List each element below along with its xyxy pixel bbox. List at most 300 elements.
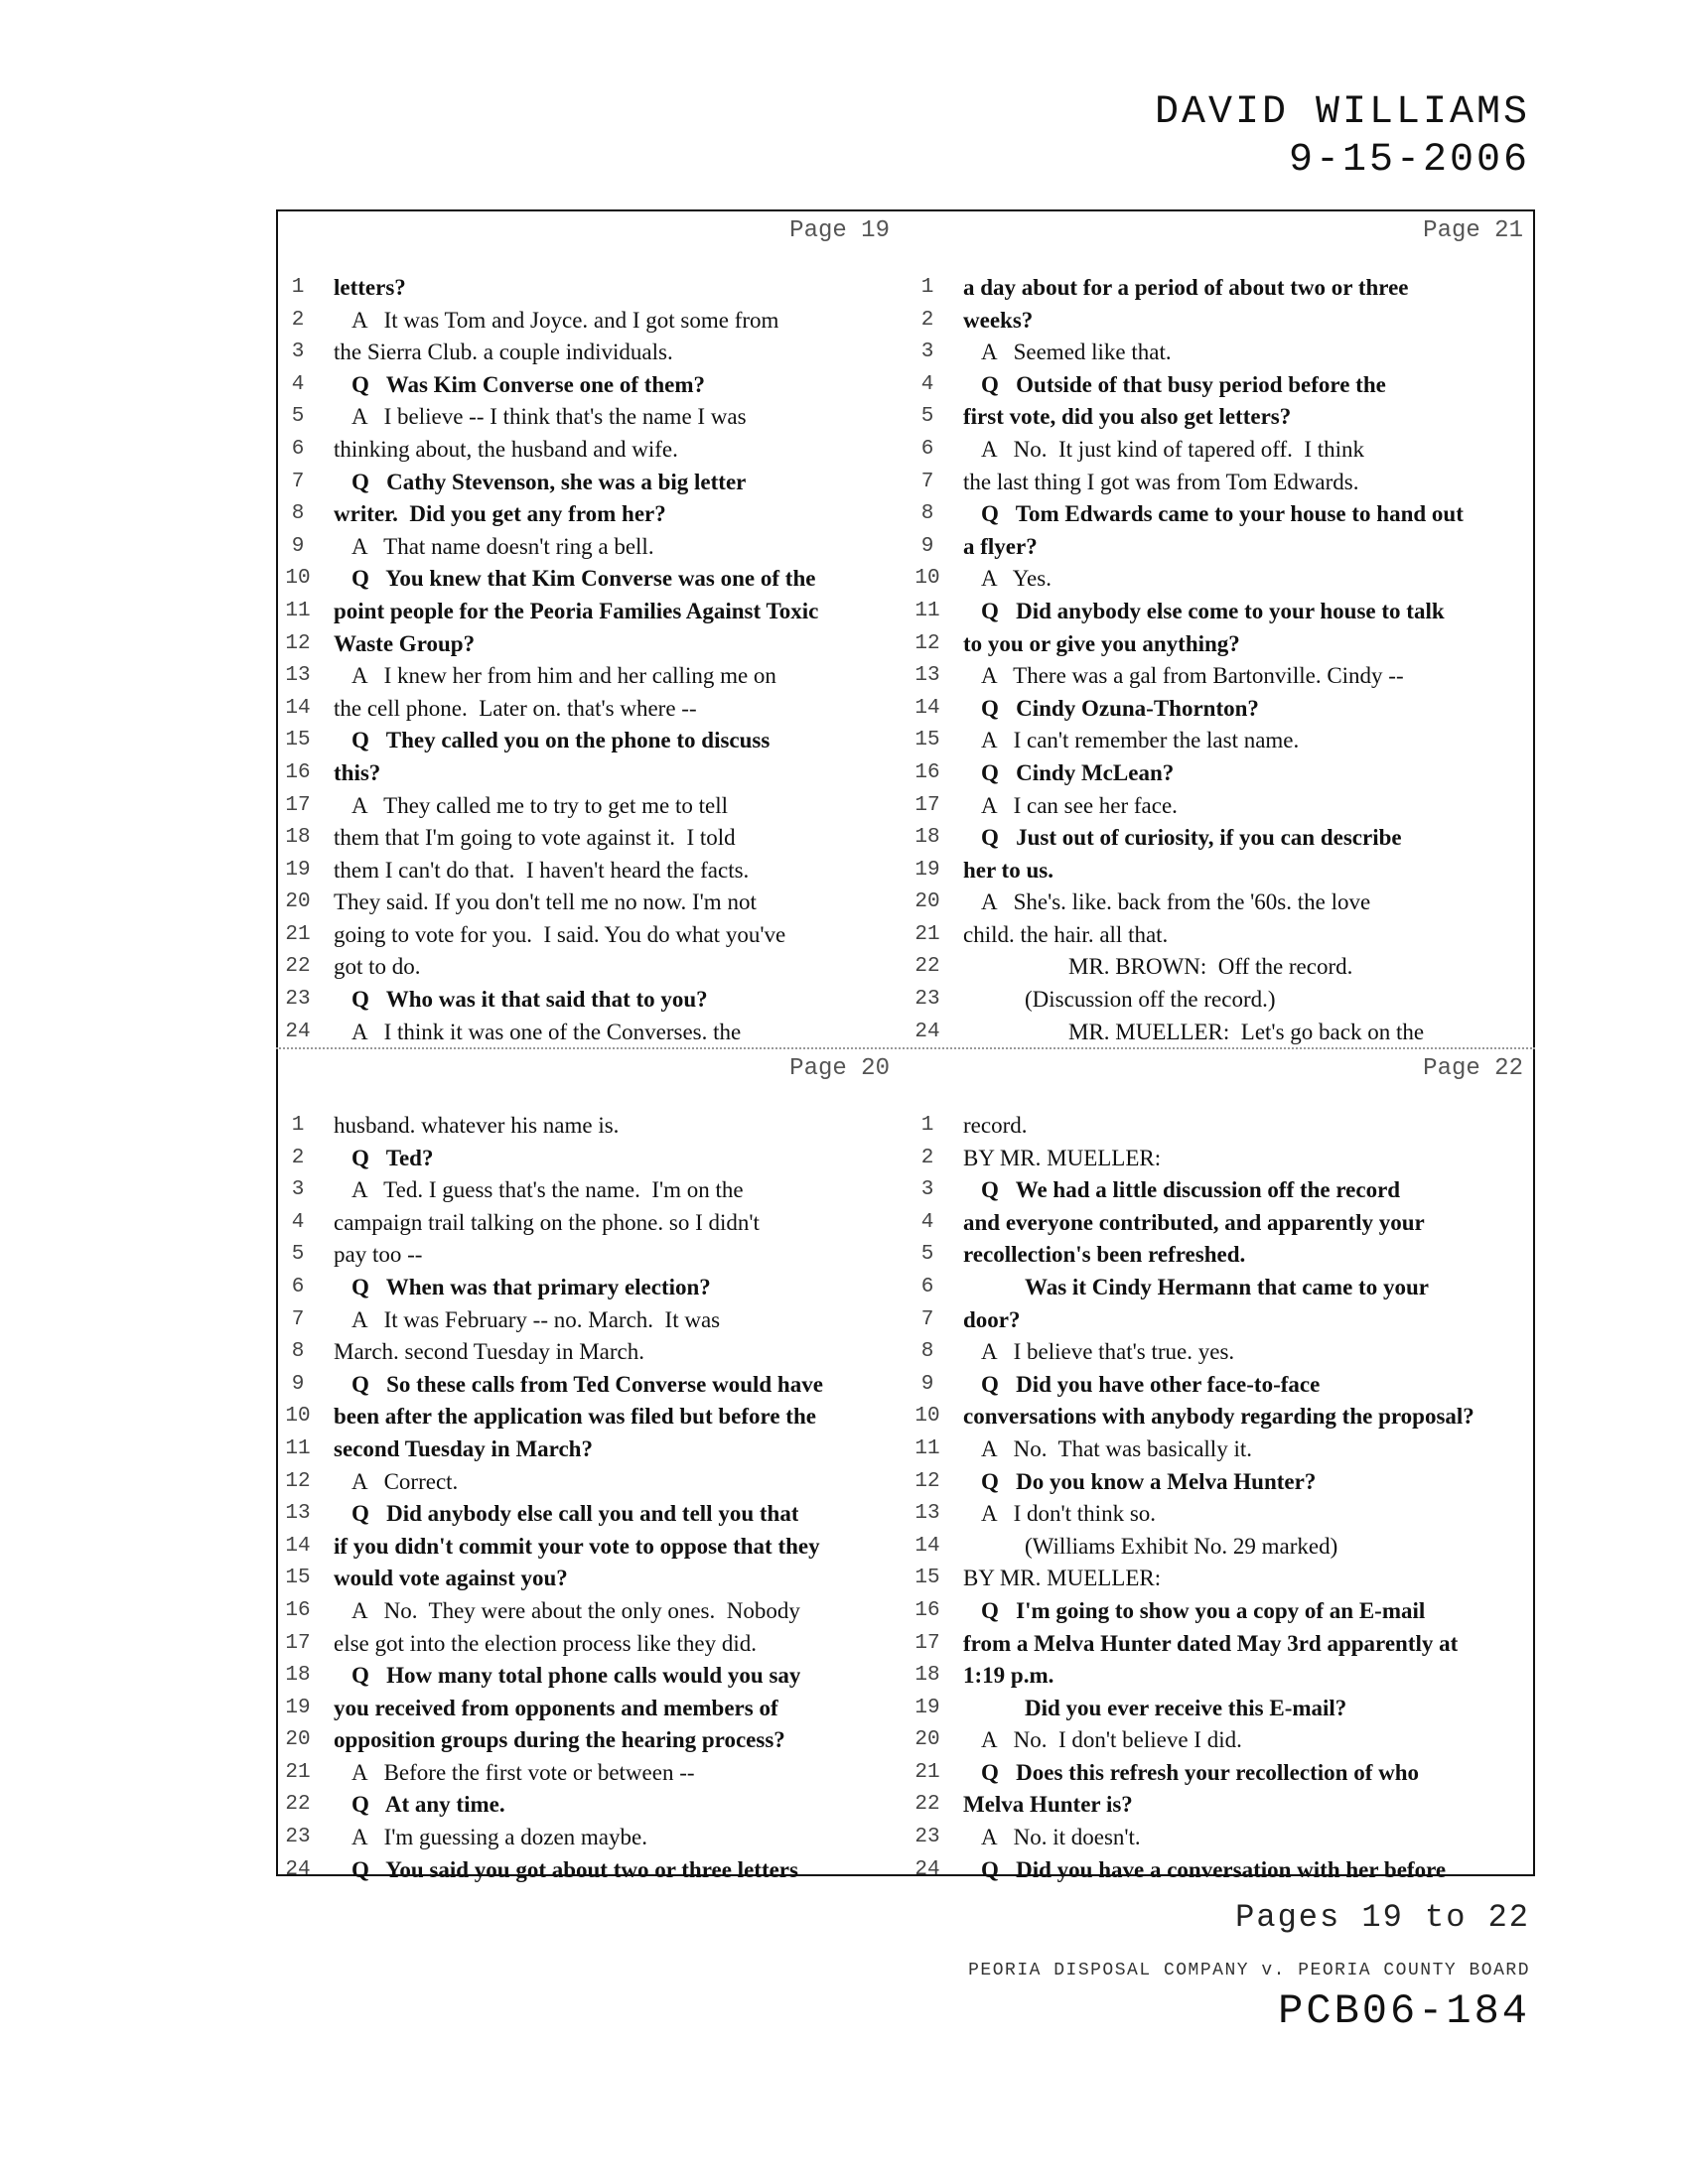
case-number: PCB06-184 [1278, 1987, 1530, 2035]
line-text: them I can't do that. I haven't heard the facts. [334, 857, 750, 883]
line-text: child. the hair. all that. [963, 921, 1169, 947]
transcript-line [278, 369, 900, 402]
line-text: a flyer? [963, 533, 1038, 559]
line-number: 9 [920, 534, 934, 558]
line-number: 6 [920, 1275, 934, 1298]
line-text: A There was a gal from Bartonville. Cindy -- [981, 663, 1404, 689]
transcript-line [908, 855, 1533, 887]
line-text: a day about for a period of about two or three [963, 275, 1409, 300]
line-text: They said. If you don't tell me no now. I'm not [334, 889, 757, 915]
line-number: 8 [291, 1340, 305, 1364]
transcript-line [908, 1724, 1533, 1757]
transcript-line [908, 1563, 1533, 1595]
transcript-line [278, 984, 900, 1017]
line-text: A I'm guessing a dozen maybe. [351, 1825, 647, 1850]
transcript-line [908, 1466, 1533, 1499]
line-number: 13 [914, 664, 940, 688]
transcript-line [908, 693, 1533, 726]
transcript-line [278, 1693, 900, 1725]
line-text: Did you ever receive this E-mail? [1025, 1695, 1347, 1720]
page-21-quadrant [908, 211, 1533, 1048]
deposition-date: 9-15-2006 [1288, 138, 1530, 183]
line-number: 9 [920, 1372, 934, 1396]
line-number: 22 [914, 955, 940, 979]
transcript-line [278, 434, 900, 467]
line-text: A Seemed like that. [981, 340, 1172, 365]
transcript-line [278, 1401, 900, 1433]
line-text: A No. They were about the only ones. Nobody [351, 1597, 800, 1623]
transcript-line [908, 1272, 1533, 1304]
line-number: 11 [914, 599, 940, 622]
line-number: 4 [291, 372, 305, 396]
line-text: A Ted. I guess that's the name. I'm on the [351, 1177, 744, 1203]
line-number: 3 [920, 341, 934, 364]
line-number: 17 [285, 1631, 311, 1655]
transcript-line [908, 790, 1533, 823]
line-number: 24 [285, 1020, 311, 1043]
line-number: 16 [285, 1598, 311, 1622]
transcript-line [278, 660, 900, 693]
transcript-line [908, 401, 1533, 434]
line-text: A No. That was basically it. [981, 1435, 1252, 1461]
transcript-line [278, 563, 900, 596]
transcript-line [278, 1017, 900, 1049]
page-22-quadrant [908, 1049, 1533, 1886]
line-number: 2 [291, 308, 305, 332]
line-text: campaign trail talking on the phone. so I didn't [334, 1209, 760, 1235]
transcript-line [278, 822, 900, 855]
line-number: 24 [914, 1857, 940, 1881]
line-text: weeks? [963, 307, 1034, 333]
line-text: Q So these calls from Ted Converse would have [351, 1371, 823, 1397]
transcript-line [278, 1174, 900, 1207]
line-number: 21 [914, 1760, 940, 1784]
line-text: this? [334, 759, 381, 785]
page-19-label: Page 19 [789, 217, 890, 244]
line-text: door? [963, 1306, 1021, 1332]
line-number: 15 [285, 1567, 311, 1590]
page-20-lines [278, 1110, 900, 1886]
line-number: 9 [291, 1372, 305, 1396]
transcript-line [908, 1174, 1533, 1207]
line-text: thinking about, the husband and wife. [334, 436, 678, 462]
line-text: Q Who was it that said that to you? [351, 987, 708, 1013]
line-number: 1 [920, 1114, 934, 1137]
transcript-line [278, 401, 900, 434]
line-text: Q When was that primary election? [351, 1274, 711, 1299]
page-19-quadrant [278, 211, 900, 1048]
transcript-line [278, 1143, 900, 1175]
line-text: Q I'm going to show you a copy of an E-mail [981, 1597, 1426, 1623]
line-text: March. second Tuesday in March. [334, 1339, 645, 1365]
transcript-line [908, 467, 1533, 499]
line-number: 10 [285, 567, 311, 591]
line-text: going to vote for you. I said. You do what you've [334, 921, 786, 947]
line-number: 6 [920, 437, 934, 461]
transcript-line [278, 1304, 900, 1337]
line-text: A It was Tom and Joyce. and I got some from [351, 307, 779, 333]
line-text: MR. MUELLER: Let's go back on the [1068, 1019, 1425, 1044]
transcript-line [278, 1369, 900, 1402]
line-text: first vote, did you also get letters? [963, 404, 1292, 430]
transcript-line [908, 887, 1533, 919]
transcript-line [278, 1789, 900, 1822]
line-number: 3 [291, 341, 305, 364]
transcript-line [908, 1822, 1533, 1854]
line-number: 2 [291, 1146, 305, 1169]
line-text: from a Melva Hunter dated May 3rd apparently at [963, 1630, 1459, 1656]
page-20-label: Page 20 [789, 1055, 890, 1082]
line-text: point people for the Peoria Families Against Toxic [334, 598, 819, 623]
line-text: Q Ted? [351, 1145, 434, 1170]
transcript-line [278, 725, 900, 757]
line-text: A They called me to try to get me to tell [351, 792, 728, 818]
transcript-line [278, 596, 900, 628]
line-text: to you or give you anything? [963, 630, 1240, 656]
line-text: Q Did anybody else call you and tell you that [351, 1501, 799, 1527]
transcript-line [278, 1822, 900, 1854]
transcript-line [278, 951, 900, 984]
line-number: 22 [285, 1793, 311, 1817]
line-text: her to us. [963, 857, 1053, 883]
line-number: 16 [914, 1598, 940, 1622]
line-number: 15 [914, 1567, 940, 1590]
line-number: 8 [920, 1340, 934, 1364]
transcript-line [278, 1110, 900, 1143]
line-text: would vote against you? [334, 1566, 568, 1591]
line-text: 1:19 p.m. [963, 1663, 1054, 1689]
line-number: 17 [285, 793, 311, 817]
line-text: them that I'm going to vote against it. I told [334, 825, 736, 851]
transcript-line [908, 1498, 1533, 1531]
transcript-line [908, 1757, 1533, 1790]
line-number: 8 [920, 502, 934, 526]
transcript-line [908, 1789, 1533, 1822]
line-text: Q Outside of that busy period before the [981, 371, 1386, 397]
line-text: Q They called you on the phone to discuss [351, 728, 771, 753]
line-number: 14 [285, 1534, 311, 1558]
transcript-line [908, 951, 1533, 984]
line-text: Q Was Kim Converse one of them? [351, 371, 706, 397]
transcript-line [278, 1433, 900, 1466]
line-number: 6 [291, 437, 305, 461]
line-text: second Tuesday in March? [334, 1435, 593, 1461]
line-number: 1 [920, 276, 934, 299]
line-text: A Yes. [981, 566, 1052, 592]
line-text: A Correct. [351, 1468, 459, 1494]
line-text: BY MR. MUELLER: [963, 1566, 1162, 1591]
transcript-line [908, 369, 1533, 402]
transcript-line [908, 1304, 1533, 1337]
line-number: 9 [291, 534, 305, 558]
line-text: the Sierra Club. a couple individuals. [334, 340, 673, 365]
line-text: Was it Cindy Hermann that came to your [1025, 1274, 1429, 1299]
line-number: 21 [914, 922, 940, 946]
line-number: 2 [920, 308, 934, 332]
line-text: A I don't think so. [981, 1501, 1157, 1527]
line-text: Q How many total phone calls would you say [351, 1663, 801, 1689]
line-number: 18 [285, 826, 311, 850]
transcript-line [908, 757, 1533, 790]
line-text: Q Cathy Stevenson, she was a big letter [351, 469, 747, 494]
transcript-line [278, 1563, 900, 1595]
transcript-line [908, 725, 1533, 757]
line-text: husband. whatever his name is. [334, 1113, 620, 1138]
line-number: 20 [914, 890, 940, 914]
line-number: 4 [920, 1210, 934, 1234]
line-text: Q Did you have other face-to-face [981, 1371, 1321, 1397]
transcript-line [908, 1207, 1533, 1240]
transcript-line [908, 1017, 1533, 1049]
line-number: 15 [285, 729, 311, 752]
transcript-line [908, 822, 1533, 855]
line-text: pay too -- [334, 1242, 423, 1268]
page-21-lines [908, 272, 1533, 1048]
transcript-line [908, 1854, 1533, 1887]
transcript-line [278, 1628, 900, 1661]
line-number: 7 [291, 470, 305, 493]
line-number: 1 [291, 1114, 305, 1137]
pages-range: Pages 19 to 22 [1235, 1899, 1530, 1936]
transcript-line [908, 498, 1533, 531]
page-19-lines [278, 272, 900, 1048]
page-22-label: Page 22 [1423, 1055, 1523, 1082]
line-number: 18 [285, 1664, 311, 1688]
line-number: 22 [914, 1793, 940, 1817]
line-number: 10 [914, 1405, 940, 1429]
line-number: 23 [285, 988, 311, 1012]
page-21-label: Page 21 [1423, 217, 1523, 244]
line-number: 19 [285, 1696, 311, 1719]
line-number: 13 [285, 1502, 311, 1526]
line-text: Q Do you know a Melva Hunter? [981, 1468, 1317, 1494]
line-text: (Discussion off the record.) [1025, 987, 1276, 1013]
transcript-line [278, 1272, 900, 1304]
line-text: and everyone contributed, and apparently your [963, 1209, 1425, 1235]
line-number: 21 [285, 922, 311, 946]
transcript-line [908, 1143, 1533, 1175]
line-text: A I believe that's true. yes. [981, 1339, 1235, 1365]
line-number: 23 [285, 1826, 311, 1849]
transcript-line [908, 1433, 1533, 1466]
line-text: Q Cindy Ozuna-Thornton? [981, 695, 1259, 721]
transcript-line [278, 1207, 900, 1240]
line-text: A I think it was one of the Converses. the [351, 1019, 742, 1044]
transcript-line [278, 919, 900, 952]
transcript-line [908, 1660, 1533, 1693]
transcript-line [908, 531, 1533, 564]
transcript-line [278, 1466, 900, 1499]
transcript-line [908, 434, 1533, 467]
line-text: MR. BROWN: Off the record. [1068, 954, 1353, 980]
line-number: 7 [291, 1307, 305, 1331]
line-text: Q Tom Edwards came to your house to hand out [981, 501, 1464, 527]
line-text: A She's. like. back from the '60s. the love [981, 889, 1371, 915]
transcript-line [278, 1239, 900, 1272]
line-number: 7 [920, 470, 934, 493]
line-number: 14 [914, 696, 940, 720]
line-number: 13 [914, 1502, 940, 1526]
line-number: 3 [920, 1178, 934, 1202]
transcript-line [278, 498, 900, 531]
line-number: 3 [291, 1178, 305, 1202]
line-text: conversations with anybody regarding the proposal? [963, 1404, 1474, 1430]
line-number: 6 [291, 1275, 305, 1298]
transcript-line [908, 1595, 1533, 1628]
line-text: A It was February -- no. March. It was [351, 1306, 721, 1332]
line-number: 11 [285, 599, 311, 622]
line-number: 4 [920, 372, 934, 396]
transcript-line [278, 1595, 900, 1628]
line-text: A I believe -- I think that's the name I was [351, 404, 747, 430]
transcript-line [908, 272, 1533, 305]
line-text: recollection's been refreshed. [963, 1242, 1246, 1268]
line-number: 23 [914, 988, 940, 1012]
transcript-line [908, 1110, 1533, 1143]
transcript-line [278, 337, 900, 369]
line-number: 11 [914, 1436, 940, 1460]
line-text: A That name doesn't ring a bell. [351, 533, 654, 559]
line-number: 11 [285, 1436, 311, 1460]
line-number: 14 [285, 696, 311, 720]
line-number: 20 [914, 1728, 940, 1752]
transcript-line [908, 1693, 1533, 1725]
line-text: Q Cindy McLean? [981, 759, 1175, 785]
transcript-line [278, 628, 900, 661]
transcript-line [908, 337, 1533, 369]
transcript-line [908, 919, 1533, 952]
line-number: 23 [914, 1826, 940, 1849]
line-number: 16 [285, 760, 311, 784]
line-text: been after the application was filed but before the [334, 1404, 816, 1430]
line-number: 10 [914, 567, 940, 591]
transcript-line [278, 1498, 900, 1531]
line-text: (Williams Exhibit No. 29 marked) [1025, 1533, 1338, 1559]
line-number: 24 [285, 1857, 311, 1881]
line-number: 17 [914, 793, 940, 817]
line-text: A I can see her face. [981, 792, 1178, 818]
transcript-line [908, 563, 1533, 596]
line-text: Q You knew that Kim Converse was one of the [351, 566, 816, 592]
line-text: A No. I don't believe I did. [981, 1727, 1242, 1753]
line-text: A Before the first vote or between -- [351, 1759, 695, 1785]
transcript-line [278, 1757, 900, 1790]
line-number: 12 [914, 1469, 940, 1493]
line-number: 12 [285, 1469, 311, 1493]
line-text: A No. it doesn't. [981, 1825, 1141, 1850]
line-text: A No. It just kind of tapered off. I think [981, 436, 1365, 462]
line-number: 12 [914, 631, 940, 655]
line-text: BY MR. MUELLER: [963, 1145, 1162, 1170]
line-number: 4 [291, 1210, 305, 1234]
line-text: Q At any time. [351, 1792, 505, 1818]
line-number: 16 [914, 760, 940, 784]
line-number: 5 [920, 405, 934, 429]
line-number: 17 [914, 1631, 940, 1655]
transcript-line [908, 1336, 1533, 1369]
line-number: 24 [914, 1020, 940, 1043]
line-text: writer. Did you get any from her? [334, 501, 666, 527]
line-text: the last thing I got was from Tom Edwards. [963, 469, 1359, 494]
line-text: record. [963, 1113, 1028, 1138]
transcript-line [908, 1628, 1533, 1661]
line-text: got to do. [334, 954, 421, 980]
line-number: 22 [285, 955, 311, 979]
transcript-line [278, 1854, 900, 1887]
line-number: 5 [291, 1243, 305, 1267]
line-text: A I can't remember the last name. [981, 728, 1300, 753]
line-number: 20 [285, 1728, 311, 1752]
line-text: Q Does this refresh your recollection of who [981, 1759, 1419, 1785]
line-number: 10 [285, 1405, 311, 1429]
transcript-line [278, 1724, 900, 1757]
transcript-line [908, 1239, 1533, 1272]
page-20-quadrant [278, 1049, 900, 1886]
line-text: the cell phone. Later on. that's where -- [334, 695, 697, 721]
transcript-line [278, 757, 900, 790]
line-text: Q You said you got about two or three letters [351, 1856, 798, 1882]
witness-name: DAVID WILLIAMS [1154, 90, 1530, 135]
line-number: 18 [914, 1664, 940, 1688]
line-number: 15 [914, 729, 940, 752]
transcript-line [908, 596, 1533, 628]
transcript-line [278, 887, 900, 919]
transcript-line [278, 1531, 900, 1564]
line-text: Melva Hunter is? [963, 1792, 1133, 1818]
line-number: 19 [914, 1696, 940, 1719]
line-text: Q Did you have a conversation with her before [981, 1856, 1447, 1882]
transcript-line [278, 305, 900, 338]
line-text: opposition groups during the hearing process? [334, 1727, 785, 1753]
transcript-line [278, 1660, 900, 1693]
transcript-line [278, 1336, 900, 1369]
line-text: A I knew her from him and her calling me on [351, 663, 776, 689]
line-number: 18 [914, 826, 940, 850]
line-text: if you didn't commit your vote to oppose that they [334, 1533, 820, 1559]
line-text: you received from opponents and members of [334, 1695, 778, 1720]
line-number: 5 [920, 1243, 934, 1267]
transcript-line [908, 660, 1533, 693]
line-number: 2 [920, 1146, 934, 1169]
transcript-line [278, 272, 900, 305]
transcript-line [908, 1531, 1533, 1564]
line-number: 7 [920, 1307, 934, 1331]
line-text: else got into the election process like they did. [334, 1630, 758, 1656]
page-22-lines [908, 1110, 1533, 1886]
transcript-line [908, 1369, 1533, 1402]
transcript-line [278, 693, 900, 726]
transcript-line [908, 305, 1533, 338]
transcript-line [908, 1401, 1533, 1433]
line-text: Q Did anybody else come to your house to talk [981, 598, 1445, 623]
line-number: 12 [285, 631, 311, 655]
transcript-line [278, 467, 900, 499]
transcript-line [908, 984, 1533, 1017]
line-text: Q Just out of curiosity, if you can describe [981, 825, 1402, 851]
line-text: Waste Group? [334, 630, 476, 656]
case-title: PEORIA DISPOSAL COMPANY v. PEORIA COUNTY BOARD [968, 1961, 1530, 1980]
line-number: 20 [285, 890, 311, 914]
line-number: 5 [291, 405, 305, 429]
transcript-line [908, 628, 1533, 661]
line-number: 8 [291, 502, 305, 526]
transcript-line [278, 531, 900, 564]
line-number: 13 [285, 664, 311, 688]
line-number: 1 [291, 276, 305, 299]
line-text: letters? [334, 275, 406, 300]
line-number: 19 [285, 858, 311, 882]
line-number: 21 [285, 1760, 311, 1784]
